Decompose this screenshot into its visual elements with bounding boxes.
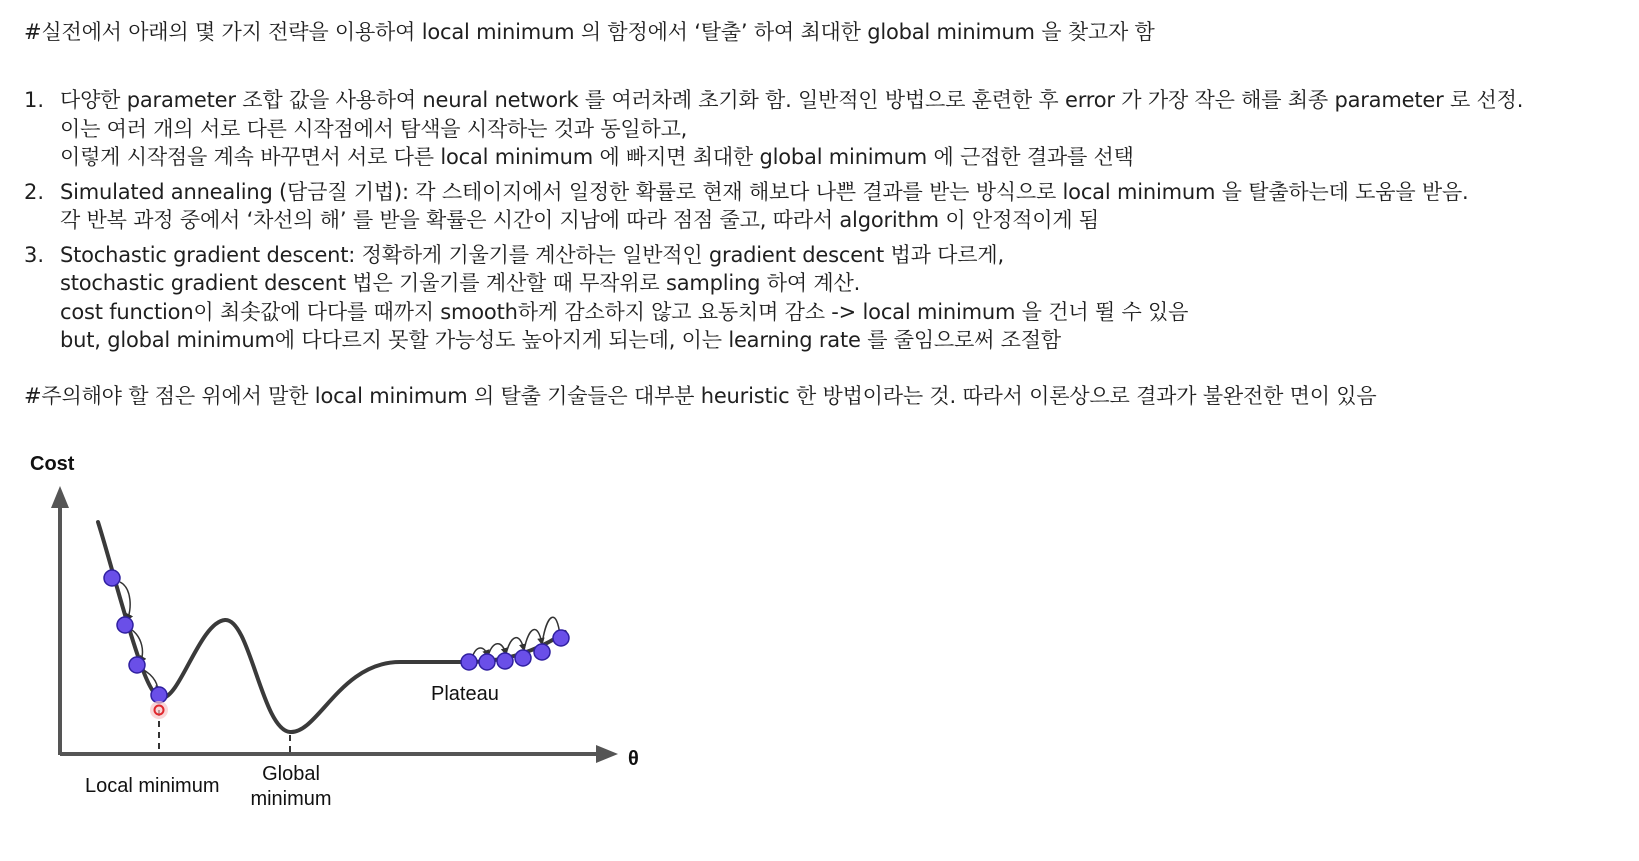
global-minimum-label-line2: minimum bbox=[250, 788, 332, 810]
y-axis-label: Cost bbox=[30, 453, 75, 475]
descent-ball bbox=[104, 570, 120, 586]
strategy-number: 3. bbox=[24, 242, 45, 267]
descent-ball bbox=[117, 617, 133, 633]
strategy-item bbox=[24, 178, 1523, 235]
strategy-line: stochastic gradient descent 법은 기울기를 계산할 때 무작위로 sampling 하여 계산. bbox=[60, 271, 861, 295]
descent-ball bbox=[129, 657, 145, 673]
strategy-item bbox=[24, 86, 1523, 172]
strategy-list bbox=[24, 86, 1523, 361]
strategy-line: 이는 여러 개의 서로 다른 시작점에서 탐색을 시작하는 것과 동일하고, bbox=[60, 116, 688, 141]
strategy-line: cost function이 최솟값에 다다를 때까지 smooth하게 감소하지 않고 요동치며 감소 -> local minimum 을 건너 뛸 수 있음 bbox=[60, 299, 1189, 324]
strategy-number: 1. bbox=[24, 88, 45, 112]
strategy-line: but, global minimum에 다다르지 못할 가능성도 높아지게 되는데, 이는 learning rate 를 줄임으로써 조절함 bbox=[60, 328, 1061, 352]
x-axis-label: θ bbox=[628, 748, 639, 770]
intro-text: #실전에서 아래의 몇 가지 전략을 이용하여 local minimum 의 함정에서 ‘탈출’ 하여 최대한 global minimum 을 찾고자 함 bbox=[24, 20, 1155, 44]
plateau-label: Plateau bbox=[431, 683, 499, 705]
local-minimum-label: Local minimum bbox=[85, 775, 220, 797]
y-axis-arrow bbox=[51, 486, 69, 508]
cost-landscape-diagram bbox=[0, 440, 700, 861]
note-text: #주의해야 할 점은 위에서 말한 local minimum 의 탈출 기술들은 대부분 heuristic 한 방법이라는 것. 따라서 이론상으로 결과가 불완전한 면이 있음 bbox=[24, 384, 1377, 408]
descent-ball bbox=[151, 687, 167, 703]
stuck-marker-glow bbox=[150, 701, 168, 719]
plateau-ball bbox=[553, 630, 569, 646]
plateau-ball bbox=[479, 654, 495, 670]
strategy-line: 이렇게 시작점을 계속 바꾸면서 서로 다른 local minimum 에 빠지면 최대한 global minimum 에 근접한 결과를 선택 bbox=[60, 145, 1134, 169]
strategy-item bbox=[24, 241, 1523, 355]
plateau-ball bbox=[515, 650, 531, 666]
plateau-ball bbox=[497, 653, 513, 669]
strategy-number: 2. bbox=[24, 179, 45, 204]
global-minimum-label-line1: Global bbox=[262, 763, 320, 785]
strategy-line: Stochastic gradient descent: 정확하게 기울기를 계산하는 일반적인 gradient descent 법과 다르게, bbox=[60, 242, 1004, 267]
x-axis-arrow bbox=[596, 745, 618, 763]
strategy-line: Simulated annealing (담금질 기법): 각 스테이지에서 일정한 확률로 현재 해보다 나쁜 결과를 받는 방식으로 local minimum 을 탈출하는데 도움을 받음. bbox=[60, 179, 1469, 204]
strategy-line: 다양한 parameter 조합 값을 사용하여 neural network 를 여러차례 초기화 함. 일반적인 방법으로 훈련한 후 error 가 가장 작은 해를 최종 parameter 로 선정. bbox=[60, 88, 1524, 112]
plateau-ball bbox=[534, 644, 550, 660]
strategy-line: 각 반복 과정 중에서 ‘차선의 해’ 를 받을 확률은 시간이 지남에 따라 점점 줄고, 따라서 algorithm 이 안정적이게 됨 bbox=[60, 208, 1099, 232]
plateau-ball bbox=[461, 654, 477, 670]
